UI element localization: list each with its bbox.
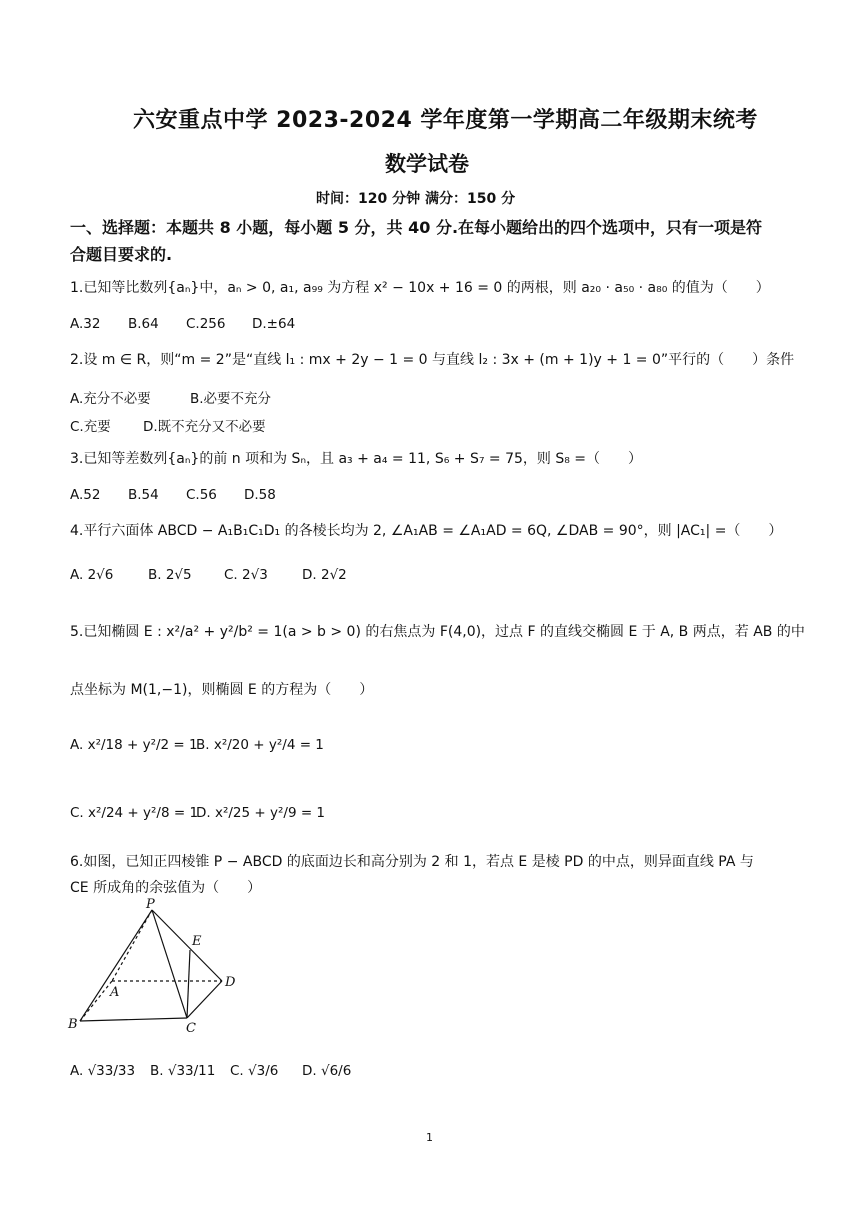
q2-option-c[interactable]: C.充要 bbox=[70, 419, 111, 435]
question-2-text: 2.设 m ∈ R，则“m = 2”是“直线 l₁ : mx + 2y − 1 = 0 与直线 l₂ : 3x + (m + 1)y + 1 = 0”平行的（ ）条件 bbox=[70, 352, 795, 368]
page-subtitle: 数学试卷 bbox=[385, 152, 469, 176]
section1-line2: 合题目要求的. bbox=[70, 245, 173, 264]
question-1-text: 1.已知等比数列{aₙ}中，aₙ > 0, a₁, a₉₉ 为方程 x² − 10x + 16 = 0 的两根，则 a₂₀ · a₅₀ · a₈₀ 的值为（ ） bbox=[70, 280, 770, 296]
q4-option-a[interactable]: A. 2√6 bbox=[70, 567, 114, 583]
edge-pd bbox=[152, 910, 222, 981]
question-3-text: 3.已知等差数列{aₙ}的前 n 项和为 Sₙ，且 a₃ + a₄ = 11, S₆ + S₇ = 75，则 S₈ =（ ） bbox=[70, 451, 643, 467]
q3-option-a[interactable]: A.52 bbox=[70, 487, 101, 503]
time-info: 时间：120 分钟 满分：150 分 bbox=[316, 191, 516, 207]
question-6-text-line2: CE 所成角的余弦值为（ ） bbox=[70, 880, 262, 896]
q2-option-d[interactable]: D.既不充分又不必要 bbox=[143, 419, 266, 435]
q5-option-a[interactable]: A. x²/18 + y²/2 = 1 bbox=[70, 737, 198, 753]
q1-option-a[interactable]: A.32 bbox=[70, 316, 101, 332]
question-5-text-line2: 点坐标为 M(1,−1)，则椭圆 E 的方程为（ ） bbox=[70, 682, 374, 698]
edge-cd bbox=[187, 981, 222, 1018]
label-e: E bbox=[192, 934, 202, 949]
q2-option-a[interactable]: A.充分不必要 bbox=[70, 391, 151, 407]
q1-option-d[interactable]: D.±64 bbox=[252, 316, 296, 332]
question-4-text: 4.平行六面体 ABCD − A₁B₁C₁D₁ 的各棱长均为 2, ∠A₁AB = ∠A₁AD = 6Q, ∠DAB = 90°，则 |AC₁| =（ ） bbox=[70, 523, 783, 539]
q3-option-d[interactable]: D.58 bbox=[244, 487, 276, 503]
q5-option-d[interactable]: D. x²/25 + y²/9 = 1 bbox=[196, 805, 326, 821]
segment-ce bbox=[187, 950, 190, 1018]
edge-pb bbox=[80, 910, 152, 1021]
q3-option-c[interactable]: C.56 bbox=[186, 487, 217, 503]
q1-option-b[interactable]: B.64 bbox=[128, 316, 159, 332]
label-p: P bbox=[146, 898, 155, 912]
edge-bc bbox=[80, 1018, 187, 1021]
label-b: B bbox=[68, 1017, 78, 1032]
page-number: 1 bbox=[426, 1131, 433, 1144]
edge-pa bbox=[112, 910, 152, 981]
q4-option-d[interactable]: D. 2√2 bbox=[302, 567, 347, 583]
q6-option-d[interactable]: D. √6/6 bbox=[302, 1063, 352, 1079]
q6-option-b[interactable]: B. √33/11 bbox=[150, 1063, 216, 1079]
section1-line1: 一、选择题：本题共 8 小题，每小题 5 分，共 40 分.在每小题给出的四个选项中，只有一项是符 bbox=[70, 218, 763, 237]
label-a: A bbox=[110, 985, 120, 1000]
q2-option-b[interactable]: B.必要不充分 bbox=[190, 391, 272, 407]
q6-option-c[interactable]: C. √3/6 bbox=[230, 1063, 279, 1079]
q5-option-b[interactable]: B. x²/20 + y²/4 = 1 bbox=[196, 737, 324, 753]
label-d: D bbox=[225, 975, 236, 990]
q3-option-b[interactable]: B.54 bbox=[128, 487, 159, 503]
question-5-text-line1: 5.已知椭圆 E : x²/a² + y²/b² = 1(a > b > 0) 的右焦点为 F(4,0)，过点 F 的直线交椭圆 E 于 A, B 两点，若 AB 的中 bbox=[70, 624, 805, 640]
edge-ab bbox=[80, 981, 112, 1021]
pyramid-figure bbox=[62, 898, 242, 1038]
q4-option-c[interactable]: C. 2√3 bbox=[224, 567, 268, 583]
label-c: C bbox=[186, 1021, 196, 1036]
q1-option-c[interactable]: C.256 bbox=[186, 316, 226, 332]
q5-option-c[interactable]: C. x²/24 + y²/8 = 1 bbox=[70, 805, 199, 821]
edge-pc bbox=[152, 910, 187, 1018]
q6-option-a[interactable]: A. √33/33 bbox=[70, 1063, 136, 1079]
page-title: 六安重点中学 2023-2024 学年度第一学期高二年级期末统考 bbox=[133, 108, 758, 133]
q4-option-b[interactable]: B. 2√5 bbox=[148, 567, 192, 583]
question-6-text-line1: 6.如图，已知正四棱锥 P − ABCD 的底面边长和高分别为 2 和 1，若点 E 是棱 PD 的中点，则异面直线 PA 与 bbox=[70, 854, 754, 870]
